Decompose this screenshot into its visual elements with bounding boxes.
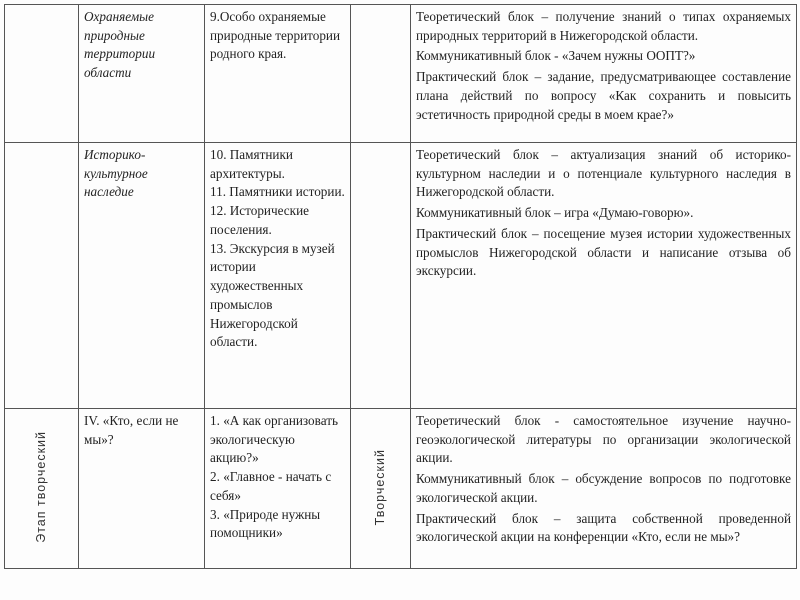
topic-text: Историко-культурное наследие [84,147,148,200]
lesson-item: 13. Экскурсия в музей истории художественных промыслов Нижегородской области. [210,240,335,350]
practical-block: Практический блок – защита собственной проведенной экологической акции на конференции «Кто, если не мы»? [416,510,791,545]
theory-block: Теоретический блок – актуализация знаний об историко-культурном наследии и о потенциале культурного наследия в Нижегородской области. [416,147,791,200]
description-cell [411,409,797,569]
table-row [5,5,797,143]
communicative-block: Коммуникативный блок - «Зачем нужны ООПТ?» [416,48,696,64]
program-table [4,4,797,569]
lessons-cell [205,409,351,569]
kind-label: Творческий [372,448,387,526]
stage-cell [5,5,79,143]
stage-cell [5,409,79,569]
lessons-cell [205,143,351,409]
lessons-cell [205,5,351,143]
kind-cell [351,409,411,569]
kind-cell [351,143,411,409]
description-cell [411,143,797,409]
practical-block: Практический блок – задание, предусматривающее составление плана действий по вопросу «Как сохранить и повысить эстетичность природной среды в моем крае?» [416,69,791,122]
topic-text: IV. «Кто, если не мы»? [84,413,179,447]
topic-cell [79,5,205,143]
lesson-item: 9.Особо охраняемые природные территории родного края. [210,9,341,62]
lesson-item: 2. «Главное - начать с себя» [210,469,332,503]
topic-cell [79,143,205,409]
lesson-item: 3. «Природе нужны помощники» [210,506,321,541]
communicative-block: Коммуникативный блок – обсуждение вопросов по подготовке экологической акции. [416,471,791,505]
lesson-item: 1. «А как организовать экологическую акцию?» [210,413,338,466]
stage-label: Этап творческий [33,431,48,543]
topic-text: Охраняемые природные территории области [84,9,156,81]
table-row [5,143,797,409]
table-row [5,409,797,569]
theory-block: Теоретический блок - самостоятельное изучение научно-геоэкологической литературы по организации экологической акции. [416,413,791,466]
lesson-item: 11. Памятники истории. [210,184,345,200]
lesson-item: 10. Памятники архитектуры. [210,147,293,181]
description-cell [411,5,797,143]
practical-block: Практический блок – посещение музея истории художественных промыслов Нижегородской области и написание отзыва об экскурсии. [416,225,791,279]
stage-cell [5,143,79,409]
communicative-block: Коммуникативный блок – игра «Думаю-говорю». [416,205,694,221]
kind-cell [351,5,411,143]
lesson-item: 12. Исторические поселения. [210,203,309,237]
theory-block: Теоретический блок – получение знаний о типах охраняемых природных территорий в Нижегородской области. [416,9,791,43]
topic-cell [79,409,205,569]
